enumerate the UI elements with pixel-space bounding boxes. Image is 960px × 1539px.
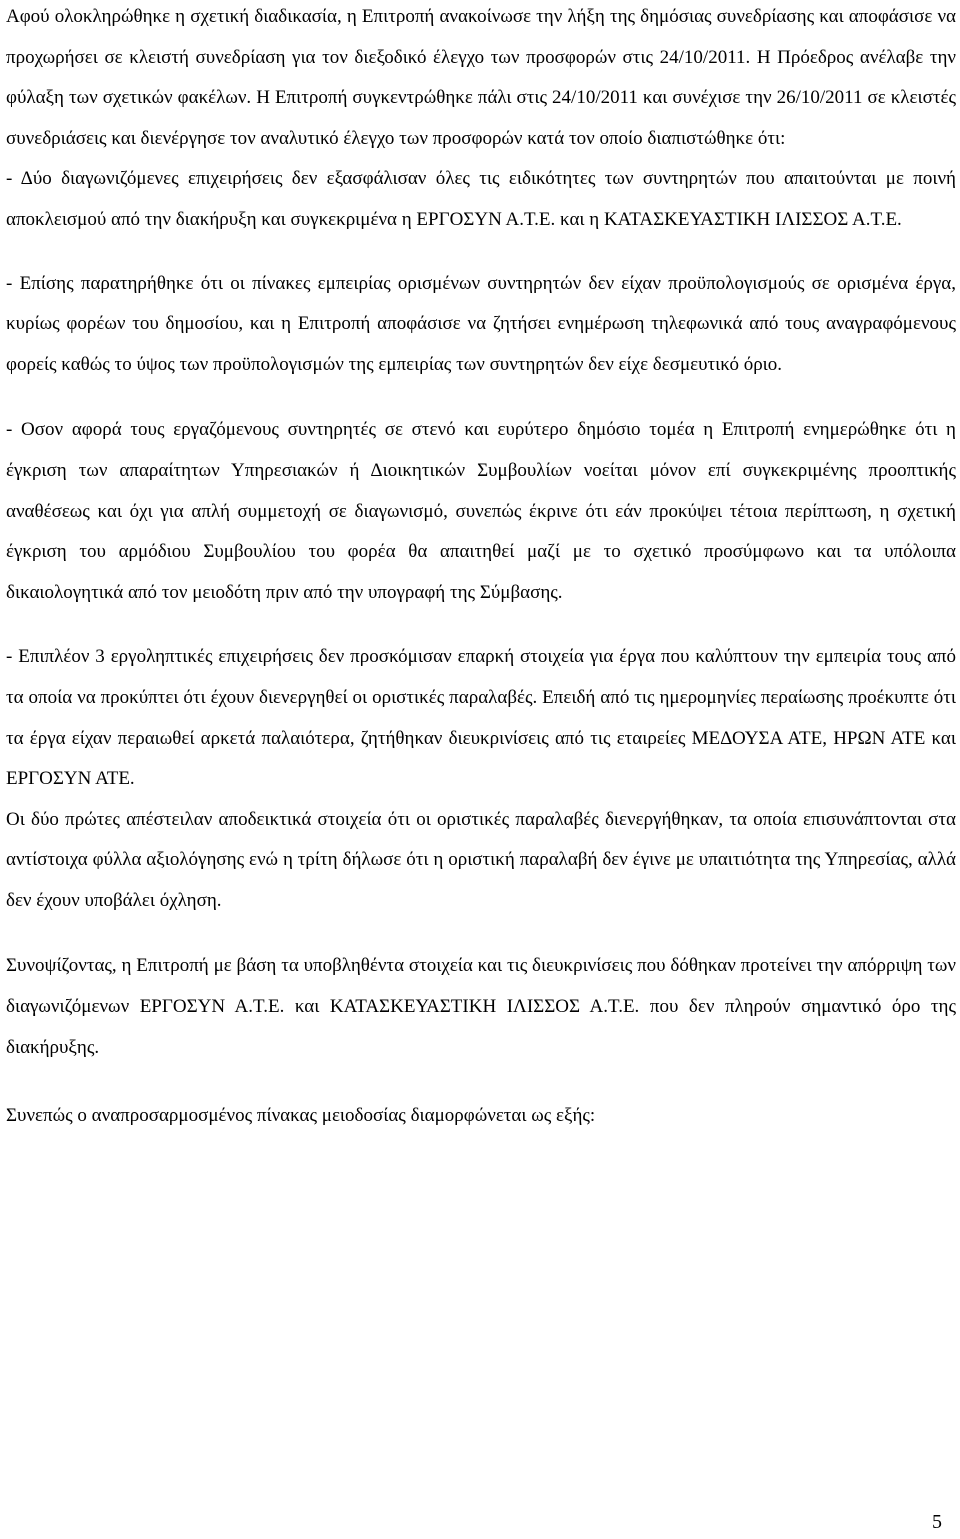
paragraph-summary-rejection: Συνοψίζοντας, η Επιτροπή με βάση τα υποβληθέντα στοιχεία και τις διευκρινίσεις που δόθηκαν προτείνει την απόρριψη των διαγωνιζόμενων ΕΡΓΟΣΥΝ Α.Τ.Ε. και ΚΑΤΑΣΚΕΥΑΣΤΙΚΗ ΙΛΙΣΣΟΣ Α.Τ.Ε. που δεν πληρούν σημαντικό όρο της διακήρυξης. xyxy=(6,955,956,1058)
paragraph-closed-session: Αφού ολοκληρώθηκε η σχετική διαδικασία, η Επιτροπή ανακοίνωσε την λήξη της δημόσιας συνεδρίασης και αποφάσισε να προχωρήσει σε κλειστή συνεδρίαση για τον διεξοδικό έλεγχο των προσφορών στις 24/10/2011. Η Πρόεδρος ανέλαβε την φύλαξη των σχετικών φακέλων. Η Επιτροπή συγκεντρώθηκε πάλι στις 24/10/2011 και συνέχισε την 26/10/2011 σε κλειστές συνεδριάσεις και διενέργησε τον αναλυτικό έλεγχο των προσφορών κατά τον οποίο διαπιστώθηκε ότι: xyxy=(6,6,956,149)
paragraph-revised-table-intro: Συνεπώς ο αναπροσαρμοσμένος πίνακας μειοδοσίας διαμορφώνεται ως εξής: xyxy=(6,1105,596,1127)
paragraph-missing-specialties: - Δύο διαγωνιζόμενες επιχειρήσεις δεν εξασφάλισαν όλες τις ειδικότητες των συντηρητών που απαιτούνται με ποινή αποκλεισμού από την διακήρυξη και συγκεκριμένα η ΕΡΓΟΣΥΝ Α.Τ.Ε. και η ΚΑΤΑΣΚΕΥΑΣΤΙΚΗ ΙΛΙΣΣΟΣ Α.Τ.Ε. xyxy=(6,168,956,230)
paragraph-final-acceptances: - Επιπλέον 3 εργοληπτικές επιχειρήσεις δεν προσκόμισαν επαρκή στοιχεία για έργα που καλύπτουν την εμπειρία τους από τα οποία να προκύπτει ότι έχουν διενεργηθεί οι οριστικές παραλαβές. Επειδή από τις ημερομηνίες περαίωσης προέκυπτε ότι τα έργα είχαν περαιωθεί αρκετά παλαιότερα, ζητήθηκαν διευκρινίσεις από τις εταιρείες ΜΕΔΟΥΣΑ ΑΤΕ, ΗΡΩΝ ΑΤΕ και ΕΡΓΟΣΥΝ ΑΤΕ. xyxy=(6,646,956,790)
page-number: 5 xyxy=(932,1511,942,1533)
paragraph-experience-tables: - Επίσης παρατηρήθηκε ότι οι πίνακες εμπειρίας ορισμένων συντηρητών δεν είχαν προϋπολογισμούς σε ορισμένα έργα, κυρίως φορέων του δημοσίου, και η Επιτροπή αποφάσισε να ζητήσει ενημέρωση τηλεφωνικά από τους αναγραφόμενους φορείς καθώς το ύψος των προϋπολογισμών της εμπειρίας των συντηρητών δεν είχε δεσμευτικό όριο. xyxy=(6,272,956,375)
paragraph-acceptance-evidence: Οι δύο πρώτες απέστειλαν αποδεικτικά στοιχεία ότι οι οριστικές παραλαβές διενεργήθηκαν, τα οποία επισυνάπτονται στα αντίστοιχα φύλλα αξιολόγησης ενώ η τρίτη δήλωσε ότι η οριστική παραλαβή δεν έγινε με υπαιτιότητα της Υπηρεσίας, αλλά δεν έχουν υποβάλει όχληση. xyxy=(6,808,956,911)
document-page xyxy=(6,0,956,1137)
paragraph-public-sector-staff: - Οσον αφορά τους εργαζόμενους συντηρητές σε στενό και ευρύτερο δημόσιο τομέα η Επιτροπή ενημερώθηκε ότι η έγκριση των απαραίτητων Υπηρεσιακών ή Διοικητικών Συμβουλίων νοείται μόνον επί συγκεκριμένης προοπτικής αναθέσεως και όχι για απλή συμμετοχή σε διαγωνισμό, συνεπώς έκρινε ότι εάν προκύψει τέτοια περίπτωση, η σχετική έγκριση του αρμόδιου Συμβουλίου του φορέα θα απαιτηθεί μαζί με το σχετικό προσύμφωνο και τα υπόλοιπα δικαιολογητικά από τον μειοδότη πριν από την υπογραφή της Σύμβασης. xyxy=(6,419,956,603)
